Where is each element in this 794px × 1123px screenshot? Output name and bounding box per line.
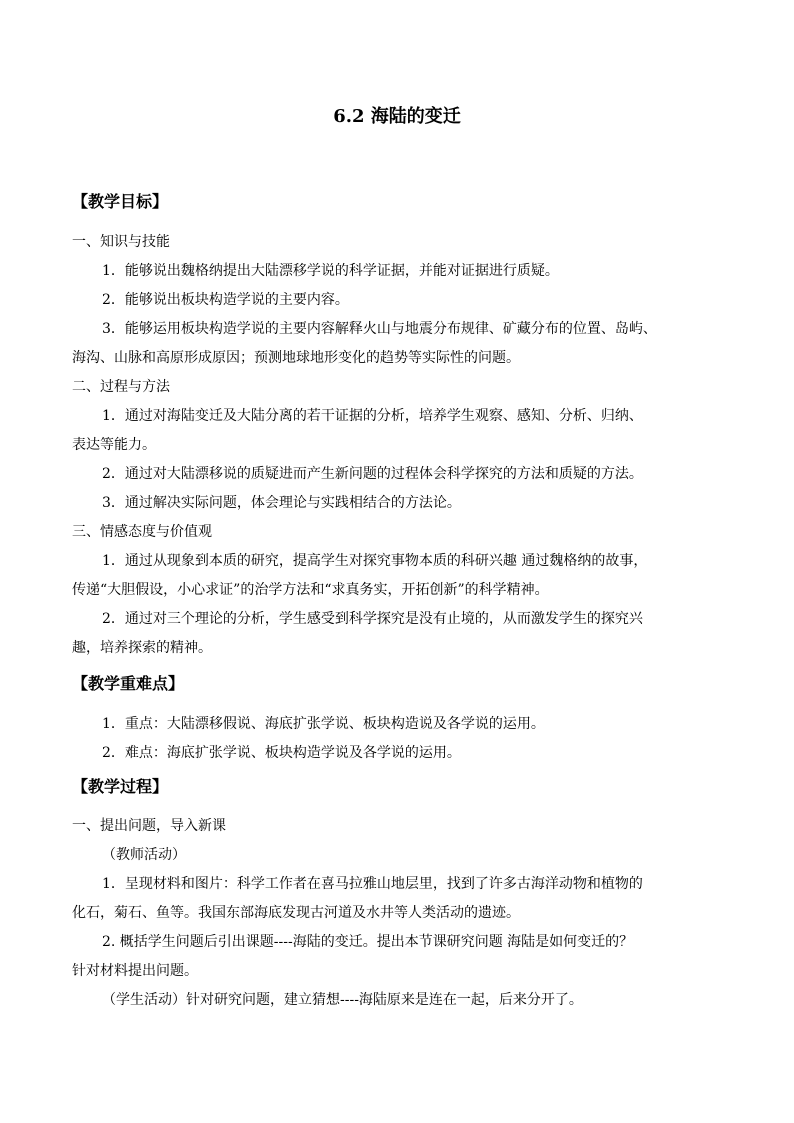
subheading-attitudes-values: 三、情感态度与价值观 xyxy=(72,524,212,540)
paragraph-line: 1．通过对海陆变迁及大陆分离的若干证据的分析，培养学生观察、感知、分析、归纳、 xyxy=(102,408,643,424)
paragraph-line: （学生活动）针对研究问题，建立猜想----海陆原来是连在一起，后来分开了。 xyxy=(102,992,583,1008)
subheading-knowledge-skills: 一、知识与技能 xyxy=(72,234,170,250)
paragraph-line: 1．呈现材料和图片：科学工作者在喜马拉雅山地层里，找到了许多古海洋动物和植物的 xyxy=(102,876,643,892)
section-heading-teaching-process: 【教学过程】 xyxy=(72,777,169,796)
paragraph-line: 趣，培养探索的精神。 xyxy=(72,640,212,656)
paragraph-line: 传递“大胆假设，小心求证”的治学方法和“求真务实，开拓创新”的科学精神。 xyxy=(72,582,549,598)
paragraph-line: 2. 概括学生问题后引出课题----海陆的变迁。提出本节课研究问题 海陆是如何变迁的？ xyxy=(102,934,634,950)
paragraph-line: 表达等能力。 xyxy=(72,437,156,453)
paragraph-line: 3．能够运用板块构造学说的主要内容解释火山与地震分布规律、矿藏分布的位置、岛屿、 xyxy=(102,321,657,337)
paragraph-line: 2．能够说出板块构造学说的主要内容。 xyxy=(102,292,349,308)
section-heading-key-difficult-points: 【教学重难点】 xyxy=(72,674,185,693)
paragraph-line: 2．通过对大陆漂移说的质疑进而产生新问题的过程体会科学探究的方法和质疑的方法。 xyxy=(102,466,643,482)
paragraph-line: 海沟、山脉和高原形成原因；预测地球地形变化的趋势等实际性的问题。 xyxy=(72,350,520,366)
paragraph-line: 3．通过解决实际问题，体会理论与实践相结合的方法论。 xyxy=(102,495,461,511)
paragraph-line: 1．重点：大陆漂移假说、海底扩张学说、板块构造说及各学说的运用。 xyxy=(102,716,545,732)
document-title: 6.2 海陆的变迁 xyxy=(333,106,461,127)
section-heading-teaching-objectives: 【教学目标】 xyxy=(72,192,169,211)
paragraph-line: 化石，菊石、鱼等。我国东部海底发现古河道及水井等人类活动的遗迹。 xyxy=(72,905,520,921)
paragraph-line: 2．难点：海底扩张学说、板块构造学说及各学说的运用。 xyxy=(102,745,461,761)
paragraph-line: 1．能够说出魏格纳提出大陆漂移学说的科学证据，并能对证据进行质疑。 xyxy=(102,263,559,279)
paragraph-line: 2．通过对三个理论的分析，学生感受到科学探究是没有止境的，从而激发学生的探究兴 xyxy=(102,611,643,627)
subheading-process-methods: 二、过程与方法 xyxy=(72,379,170,395)
paragraph-line: （教师活动） xyxy=(102,847,186,863)
subheading-raise-questions: 一、提出问题，导入新课 xyxy=(72,818,226,834)
paragraph-line: 针对材料提出问题。 xyxy=(72,963,198,979)
paragraph-line: 1．通过从现象到本质的研究，提高学生对探究事物本质的科研兴趣 通过魏格纳的故事， xyxy=(102,553,648,569)
